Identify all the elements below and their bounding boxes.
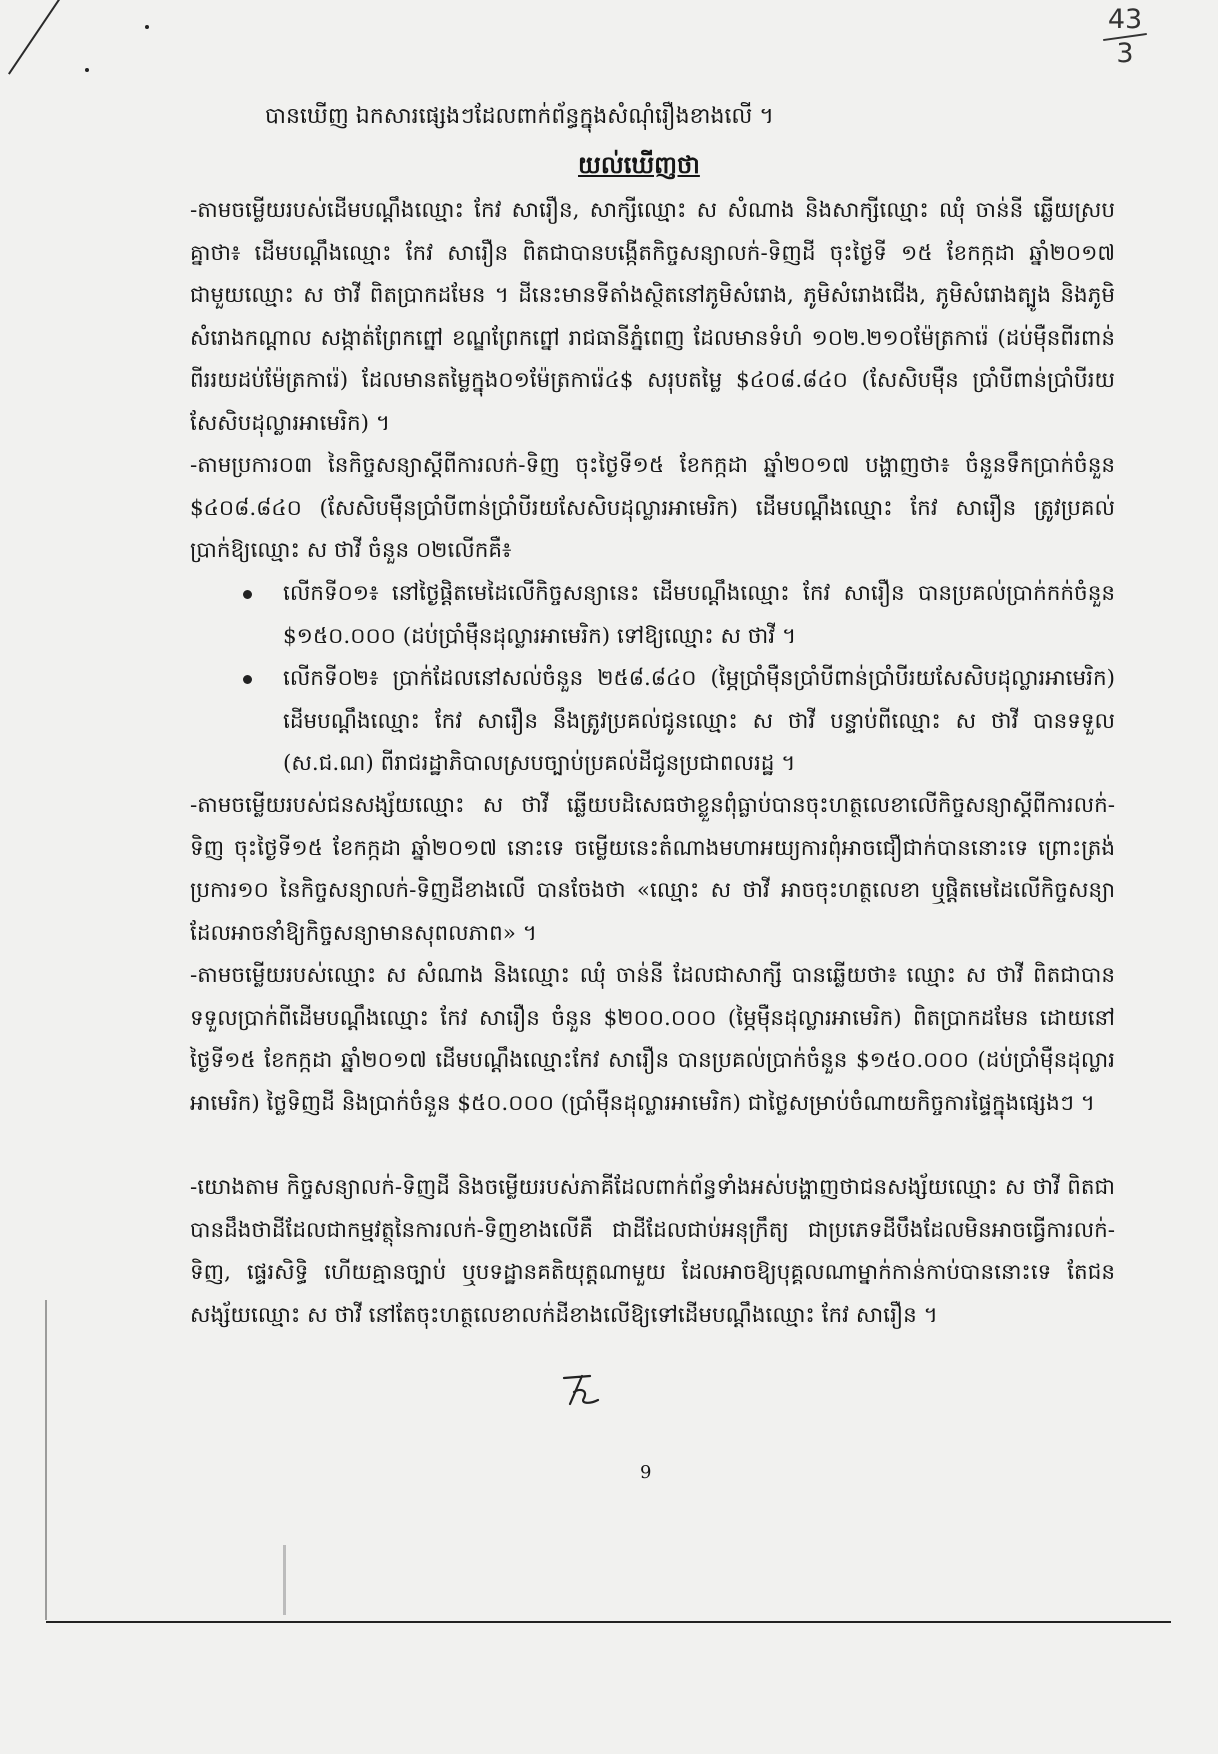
- bullet-item-2: [283, 658, 1115, 786]
- intro-line: បានឃើញ ឯកសារផ្សេងៗដែលពាក់ព័ន្ធក្នុងសំណុំរឿងខាងលើ ។: [265, 104, 774, 129]
- scan-edge-mark: [8, 0, 60, 75]
- paragraph-1: -តាមចម្លើយរបស់ដើមបណ្ដឹងឈ្មោះ កែវ សារឿន, សាក្សីឈ្មោះ ស សំណាង និងសាក្សីឈ្មោះ ឈុំ ចាន់នី ឆ្លើយស្របគ្នាថា៖ ដើមបណ្ដឹងឈ្មោះ កែវ សារឿន ពិតជាបានបង្កើតកិច្ចសន្យាលក់-ទិញដី ចុះថ្ងៃទី ១៥ ខែកក្កដា ឆ្នាំ២០១៧ ជាមួយឈ្មោះ ស ថាវី ពិតប្រាកដមែន ។ ដីនេះមានទីតាំងស្ថិតនៅភូមិសំរោង, ភូមិសំរោងជើង, ភូមិសំរោងត្បូង និងភូមិសំរោងកណ្ដាល សង្កាត់ព្រែកព្នៅ ខណ្ឌព្រែកព្នៅ រាជធានីភ្នំពេញ ដែលមានទំហំ ១០២.២១០ម៉ែត្រការ៉េ (ដប់ម៉ឺនពីរពាន់ពីររយដប់ម៉ែត្រការ៉េ) ដែលមានតម្លៃក្នុង០១ម៉ែត្រការ៉េ៤$ សរុបតម្លៃ $៤០៨.៨៤០ (សែសិបម៉ឺន ប្រាំបីពាន់ប្រាំបីរយសែសិបដុល្លារអាមេរិក) ។: [190, 198, 1115, 436]
- paragraph-5: -យោងតាម កិច្ចសន្យាលក់-ទិញដី និងចម្លើយរបស់ភាគីដែលពាក់ព័ន្ធទាំងអស់បង្ហាញថាជនសង្ស័យឈ្មោះ ស ថាវី ពិតជាបានដឹងថាដីដែលជាកម្មវត្ថុនៃការលក់-ទិញខាងលើគឺ ជាដីដែលជាប់អនុក្រឹត្យ ជាប្រភេទដីបឹងដែលមិនអាចធ្វើការលក់-ទិញ, ផ្ទេរសិទ្ធិ ហើយគ្មានច្បាប់ ឬបទដ្ឋានគតិយុត្តណាមួយ ដែលអាចឱ្យបុគ្គលណាម្នាក់កាន់កាប់បាននោះទេ តែជនសង្ស័យឈ្មោះ ស ថាវី នៅតែចុះហត្ថលេខាលក់ដីខាងលើឱ្យទៅដើមបណ្ដឹងឈ្មោះ កែវ សារឿន ។: [190, 1175, 1115, 1328]
- scan-speck: [145, 25, 149, 29]
- scan-shadow-edge: [45, 1300, 47, 1620]
- paragraph-2: -តាមប្រការ០៣ នៃកិច្ចសន្យាស្ដីពីការលក់-ទិញ ចុះថ្ងៃទី១៥ ខែកក្កដា ឆ្នាំ២០១៧ បង្ហាញថា៖ ចំនួនទឹកប្រាក់ចំនួន $៤០៨.៨៤០ (សែសិបម៉ឺនប្រាំបីពាន់ប្រាំបីរយសែសិបដុល្លារអាមេរិក) ដើមបណ្ដឹងឈ្មោះ កែវ សារឿន ត្រូវប្រគល់ប្រាក់ឱ្យឈ្មោះ ស ថាវី ចំនួន ០២លើកគឺ៖: [190, 453, 1115, 563]
- paragraph-4: -តាមចម្លើយរបស់ឈ្មោះ ស សំណាង និងឈ្មោះ ឈុំ ចាន់នី ដែលជាសាក្សី បានឆ្លើយថា៖ ឈ្មោះ ស ថាវី ពិតជាបានទទួលប្រាក់ពីដើមបណ្ដឹងឈ្មោះ កែវ សារឿន ចំនួន $២០០.០០០ (ម្ភៃម៉ឺនដុល្លារអាមេរិក) ពិតប្រាកដមែន ដោយនៅថ្ងៃទី១៥ ខែកក្កដា ឆ្នាំ២០១៧ ដើមបណ្ដឹងឈ្មោះកែវ សារឿន បានប្រគល់ប្រាក់ចំនួន $១៥០.០០០ (ដប់ប្រាំម៉ឺនដុល្លារអាមេរិក) ថ្លៃទិញដី និងប្រាក់ចំនួន $៥០.០០០ (ប្រាំម៉ឺនដុល្លារអាមេរិក) ជាថ្លៃសម្រាប់ចំណាយកិច្ចការផ្ទៃក្នុងផ្សេងៗ ។: [190, 963, 1115, 1116]
- page-number: 9: [640, 1462, 652, 1483]
- page-bottom-rule: [46, 1621, 1171, 1623]
- bullet-text: លើកទី០១៖ នៅថ្ងៃផ្ដិតមេដៃលើកិច្ចសន្យានេះ ដើមបណ្ដឹងឈ្មោះ កែវ សារឿន បានប្រគល់ប្រាក់កក់ចំនួន $១៥០.០០០ (ដប់ប្រាំម៉ឺនដុល្លារអាមេរិក) ទៅឱ្យឈ្មោះ ស ថាវី ។: [283, 581, 1115, 649]
- scan-speck: [85, 68, 89, 72]
- section-heading: យល់ឃើញថា: [578, 150, 700, 179]
- folio-top: 43: [1107, 4, 1143, 35]
- initials-signature: [560, 1370, 610, 1410]
- paragraph-3: -តាមចម្លើយរបស់ជនសង្ស័យឈ្មោះ ស ថាវី ឆ្លើយបដិសេធថាខ្លួនពុំធ្លាប់បានចុះហត្ថលេខាលើកិច្ចសន្យាស្ដីពីការលក់-ទិញ ចុះថ្ងៃទី១៥ ខែកក្កដា ឆ្នាំ២០១៧ នោះទេ ចម្លើយនេះតំណាងមហាអយ្យការពុំអាចជឿជាក់បាននោះទេ ព្រោះត្រង់ប្រការ១០ នៃកិច្ចសន្យាលក់-ទិញដីខាងលើ បានចែងថា «ឈ្មោះ ស ថាវី អាចចុះហត្ថលេខា ឬផ្ដិតមេដៃលើកិច្ចសន្យាដែលអាចនាំឱ្យកិច្ចសន្យាមានសុពលភាព» ។: [190, 793, 1115, 946]
- bullet-dot: [243, 675, 252, 684]
- scan-smudge: [283, 1545, 286, 1615]
- bullet-item-1: [283, 573, 1115, 658]
- bullet-dot: [243, 590, 252, 599]
- folio-bottom: 3: [1116, 38, 1134, 69]
- bullet-text: លើកទី០២៖ ប្រាក់ដែលនៅសល់ចំនួន ២៥៨.៨៤០ (ម្ភៃប្រាំម៉ឺនប្រាំបីពាន់ប្រាំបីរយសែសិបដុល្លារអាមេរិក) ដើមបណ្ដឹងឈ្មោះ កែវ សារឿន នឹងត្រូវប្រគល់ជូនឈ្មោះ ស ថាវី បន្ទាប់ពីឈ្មោះ ស ថាវី បានទទួល (ស.ជ.ណ) ពីរាជរដ្ឋាភិបាលស្របច្បាប់ប្រគល់ដីជូនប្រជាពលរដ្ឋ ។: [283, 666, 1115, 776]
- folio-number: [1100, 6, 1150, 68]
